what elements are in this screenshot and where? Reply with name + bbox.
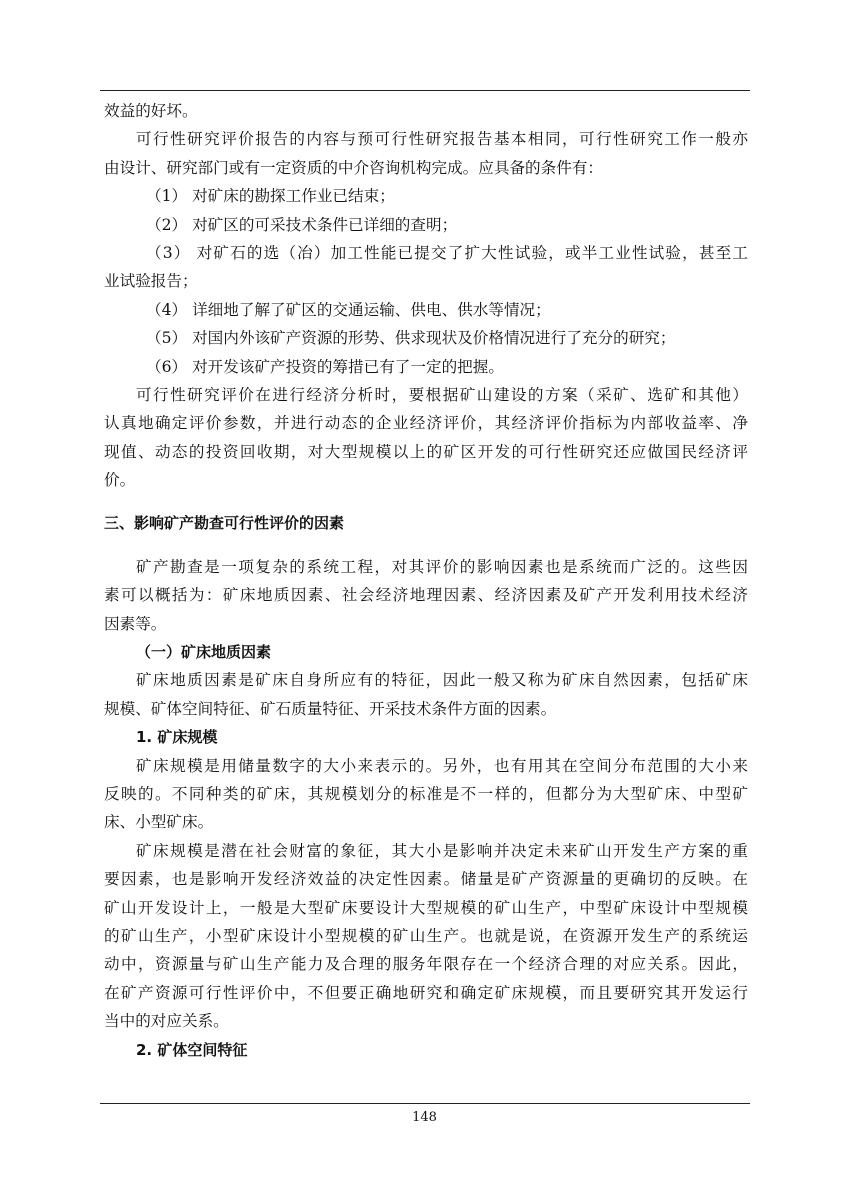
item-heading: 2. 矿体空间特征 bbox=[136, 1040, 248, 1059]
body-line: 矿床规模是用储量数字的大小来表示的。另外，也有用其在空间分布范围的大小来 bbox=[136, 756, 748, 775]
body-line: 由设计、研究部门或有一定资质的中介咨询机构完成。应具备的条件有： bbox=[104, 158, 604, 177]
body-line: 矿山开发设计上，一般是大型矿床要设计大型规模的矿山生产，中型矿床设计中型规模 bbox=[104, 898, 748, 917]
body-line: 矿产勘查是一项复杂的系统工程，对其评价的影响因素也是系统而广泛的。这些因 bbox=[136, 557, 748, 576]
body-line: 可行性研究评价在进行经济分析时，要根据矿山建设的方案（采矿、选矿和其他） bbox=[136, 385, 748, 404]
item-heading: 1. 矿床规模 bbox=[136, 728, 218, 747]
list-item: （6） 对开发该矿产投资的筹措已有了一定的把握。 bbox=[146, 357, 504, 376]
body-line: 价。 bbox=[104, 471, 136, 490]
footer-rule bbox=[100, 1103, 750, 1104]
body-line: 矿床规模是潜在社会财富的象征，其大小是影响并决定未来矿山开发生产方案的重 bbox=[136, 841, 748, 860]
spacer bbox=[104, 538, 748, 553]
body-line: 矿床地质因素是矿床自身所应有的特征，因此一般又称为矿床自然因素，包括矿床 bbox=[136, 671, 748, 690]
body-line: 床、小型矿床。 bbox=[104, 813, 214, 832]
page-number: 148 bbox=[412, 1110, 437, 1125]
body-line: 现值、动态的投资回收期，对大型规模以上的矿区开发的可行性研究还应做国民经济评 bbox=[104, 442, 748, 461]
body-line: 认真地确定评价参数，并进行动态的企业经济评价，其经济评价指标为内部收益率、净 bbox=[104, 414, 748, 433]
header-rule bbox=[100, 90, 750, 91]
body-line: 的矿山生产，小型矿床设计小型规模的矿山生产。也就是说，在资源开发生产的系统运 bbox=[104, 926, 748, 945]
spacer bbox=[104, 494, 748, 509]
body-line: 素可以概括为：矿床地质因素、社会经济地理因素、经济因素及矿产开发利用技术经济 bbox=[104, 586, 748, 605]
subsection-heading: （一）矿床地质因素 bbox=[136, 643, 272, 662]
body-line: 效益的好坏。 bbox=[104, 102, 198, 120]
list-item: （1） 对矿床的勘探工作业已结束； bbox=[146, 187, 395, 206]
body-line: 在矿产资源可行性评价中，不但要正确地研究和确定矿床规模，而且要研究其开发运行 bbox=[104, 983, 748, 1002]
body-line: 当中的对应关系。 bbox=[104, 1012, 229, 1031]
body-line: 规模、矿体空间特征、矿石质量特征、开采技术条件方面的因素。 bbox=[104, 699, 557, 718]
body-line: 因素等。 bbox=[104, 614, 167, 633]
list-item: （3） 对矿石的选（冶）加工性能已提交了扩大性试验，或半工业性试验，甚至工 bbox=[146, 243, 748, 262]
body-line: 可行性研究评价报告的内容与预可行性研究报告基本相同，可行性研究工作一般亦 bbox=[136, 130, 748, 149]
body-line: 反映的。不同种类的矿床，其规模划分的标准是不一样的，但都分为大型矿床、中型矿 bbox=[104, 784, 748, 803]
list-item-continuation: 业试验报告； bbox=[104, 272, 198, 291]
list-item: （2） 对矿区的可采技术条件已详细的查明； bbox=[146, 215, 458, 234]
list-item: （5） 对国内外该矿产资源的形势、供求现状及价格情况进行了充分的研究； bbox=[146, 329, 676, 348]
list-item: （4） 详细地了解了矿区的交通运输、供电、供水等情况； bbox=[146, 300, 551, 319]
body-line: 要因素，也是影响开发经济效益的决定性因素。储量是矿产资源量的更确切的反映。在 bbox=[104, 870, 748, 889]
page-body bbox=[104, 97, 748, 1064]
section-heading: 三、影响矿产勘查可行性评价的因素 bbox=[104, 514, 345, 533]
body-line: 动中，资源量与矿山生产能力及合理的服务年限存在一个经济合理的对应关系。因此， bbox=[104, 955, 748, 974]
